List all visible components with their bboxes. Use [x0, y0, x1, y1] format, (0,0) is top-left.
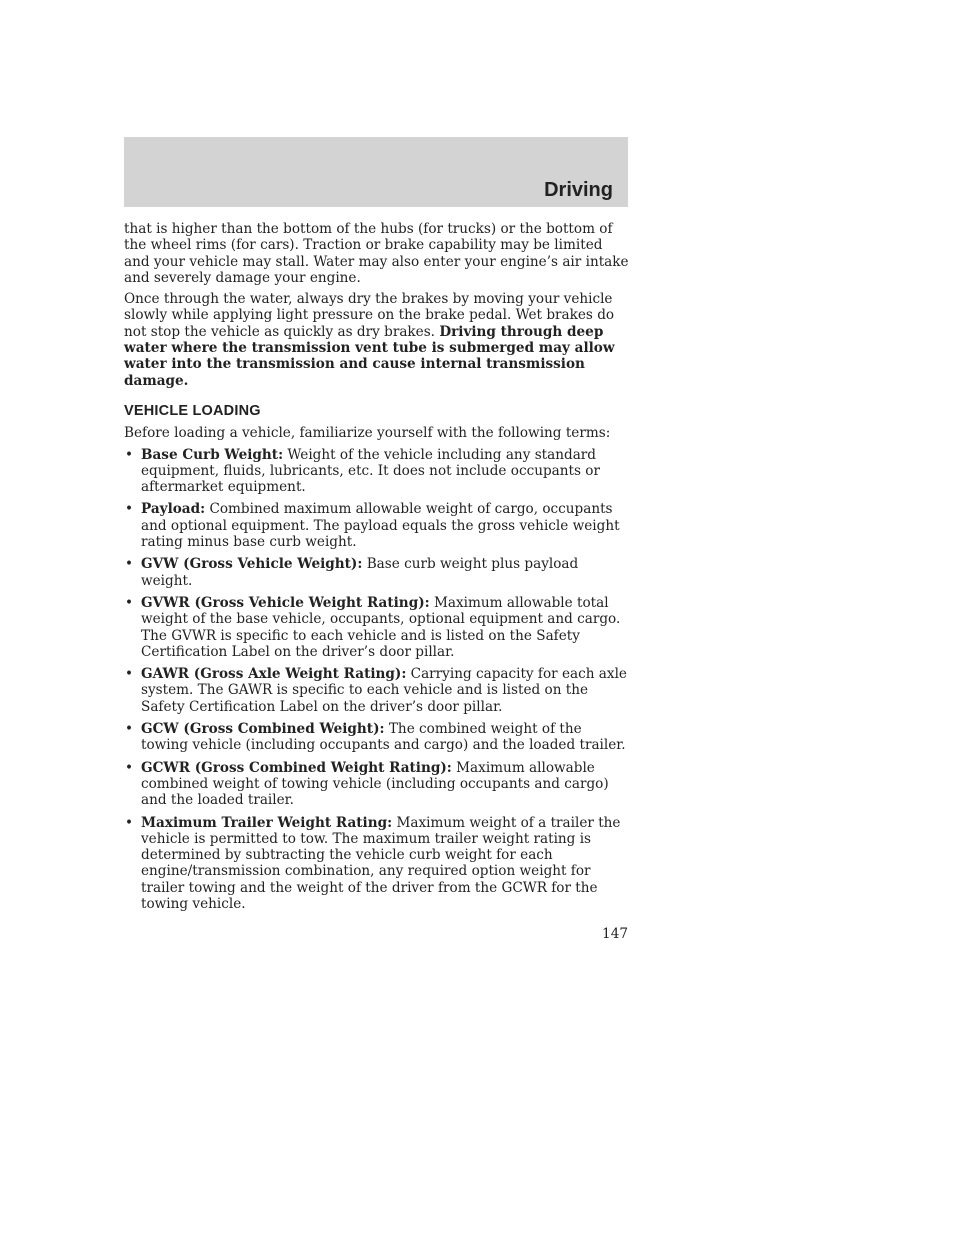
term-label: GCW (Gross Combined Weight): [141, 721, 385, 738]
term-definition: Base curb weight plus payload weight. [141, 556, 579, 589]
bullet-icon: • [125, 501, 134, 518]
intro-paragraph-2 [124, 291, 630, 389]
list-item [124, 760, 630, 809]
list-item [124, 721, 630, 754]
term-definition: Combined maximum allowable weight of cargo, occupants and optional equipment. The payload equals the gross vehicle weight rating minus base curb weight. [141, 501, 620, 551]
page-number: 147 [602, 926, 628, 942]
list-item [124, 556, 630, 589]
list-item [124, 501, 630, 550]
list-item [124, 815, 630, 913]
section-title: Driving [544, 179, 613, 201]
term-label: GAWR (Gross Axle Weight Rating): [141, 666, 407, 683]
vehicle-loading-lead: Before loading a vehicle, familiarize yourself with the following terms: [124, 425, 611, 442]
bullet-icon: • [125, 814, 134, 831]
term-definition: Maximum weight of a trailer the vehicle is permitted to tow. The maximum trailer weight rating is determined by subtracting the vehicle curb weight for each engine/transmission combination, any required option weight for trailer towing and the weight of the driver from the GCWR for the towing vehicle. [141, 814, 621, 912]
section-header-band [124, 137, 628, 207]
term-label: Payload: [141, 501, 206, 518]
bullet-icon: • [125, 721, 134, 738]
intro-paragraph-2-text: Once through the water, always dry the brakes by moving your vehicle slowly while applying light pressure on the brake pedal. Wet brakes do not stop the vehicle as quickly as dry brakes. [124, 291, 615, 340]
intro-paragraph-1: that is higher than the bottom of the hubs (for trucks) or the bottom of the wheel rims (for cars). Traction or brake capability may be limited and your vehicle may stall. Water may also enter your engine’s air intake and severely damage your engine. [124, 221, 629, 286]
bullet-icon: • [125, 556, 134, 573]
term-label: GVWR (Gross Vehicle Weight Rating): [141, 594, 430, 611]
term-definition: Carrying capacity for each axle system. The GAWR is specific to each vehicle and is listed on the Safety Certification Label on the driver’s door pillar. [141, 666, 627, 715]
water-warning-text: Driving through deep water where the transmission vent tube is submerged may allow water into the transmission and cause internal transmission damage. [124, 323, 615, 389]
list-item [124, 666, 630, 715]
bullet-icon: • [125, 446, 134, 463]
list-item [124, 595, 630, 660]
list-item [124, 447, 630, 496]
term-definition: The combined weight of the towing vehicle (including occupants and cargo) and the loaded trailer. [141, 721, 626, 754]
term-definition: Maximum allowable total weight of the base vehicle, occupants, optional equipment and cargo. The GVWR is specific to each vehicle and is listed on the Safety Certification Label on the driver’s door pillar. [141, 594, 621, 660]
term-label: Base Curb Weight: [141, 446, 284, 463]
term-label: GCWR (Gross Combined Weight Rating): [141, 759, 452, 776]
bullet-icon: • [125, 759, 134, 776]
term-definition: Weight of the vehicle including any standard equipment, fluids, lubricants, etc. It does not include occupants or aftermarket equipment. [141, 446, 600, 496]
vehicle-loading-heading: VEHICLE LOADING [124, 402, 261, 419]
term-label: Maximum Trailer Weight Rating: [141, 814, 393, 831]
term-definition: Maximum allowable combined weight of towing vehicle (including occupants and cargo) and the loaded trailer. [141, 759, 609, 809]
bullet-icon: • [125, 666, 134, 683]
term-label: GVW (Gross Vehicle Weight): [141, 556, 363, 573]
page-content [124, 221, 630, 918]
terms-list [124, 447, 630, 913]
bullet-icon: • [125, 594, 134, 611]
